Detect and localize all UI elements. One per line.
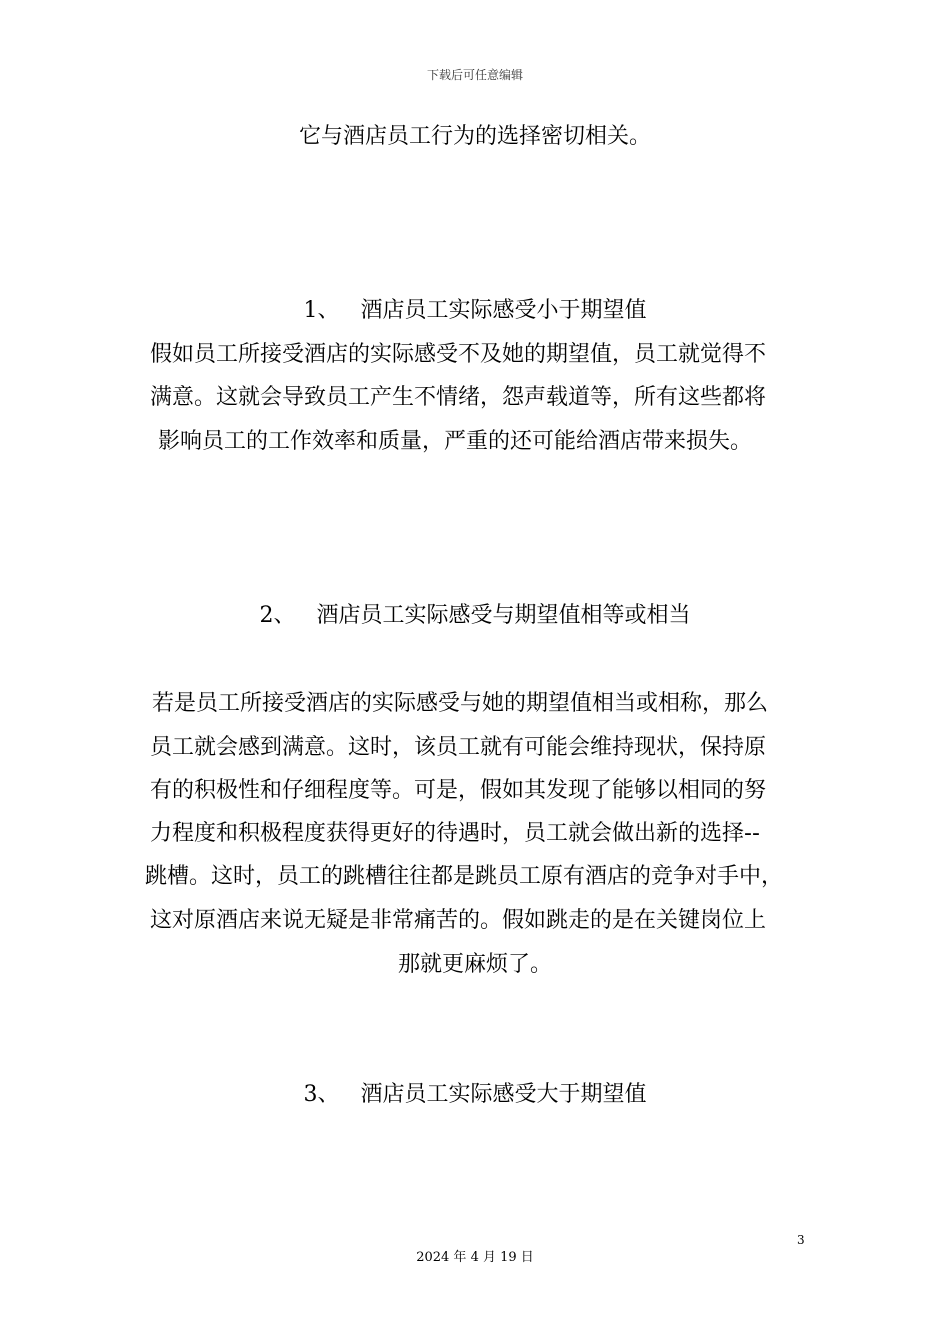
section-1-number: 1、 [303,298,340,323]
page-header: 下载后可任意编辑 [426,68,523,82]
section-1-line-3: 影响员工的工作效率和质量，严重的还可能给酒店带来损失。 [158,429,753,454]
section-3-title: 酒店员工实际感受大于期望值 [360,1082,647,1107]
section-2-line-7: 那就更麻烦了。 [397,952,552,977]
section-3-number: 3、 [303,1082,340,1107]
section-3-heading [0,1080,950,1110]
section-2-line-2: 员工就会感到满意。这时，该员工就有可能会维持现状，保持原 [150,735,767,760]
intro-line: 它与酒店员工行为的选择密切相关。 [298,124,651,149]
section-2-line-4: 力程度和积极程度获得更好的待遇时，员工就会做出新的选择-- [150,821,760,846]
section-2-title: 酒店员工实际感受与期望值相等或相当 [316,603,691,628]
section-1-line-2: 满意。这就会导致员工产生不情绪，怨声载道等，所有这些都将 [150,385,767,410]
section-1-heading [0,296,950,326]
section-1-title: 酒店员工实际感受小于期望值 [360,298,647,323]
footer-date: 2024 年 4 月 19 日 [416,1250,534,1265]
section-2-line-1: 若是员工所接受酒店的实际感受与她的期望值相当或相称，那么 [152,691,769,716]
section-2-heading [0,601,950,631]
page-number: 3 [797,1233,805,1247]
section-1-line-1: 假如员工所接受酒店的实际感受不及她的期望值，员工就觉得不 [150,342,767,367]
section-2-line-3: 有的积极性和仔细程度等。可是，假如其发现了能够以相同的努 [150,778,767,803]
section-2-number: 2、 [259,603,296,628]
section-2-line-5: 跳槽。这时，员工的跳槽往往都是跳员工原有酒店的竞争对手中， [145,864,784,889]
section-2-line-6: 这对原酒店来说无疑是非常痛苦的。假如跳走的是在关键岗位上 [150,908,767,933]
